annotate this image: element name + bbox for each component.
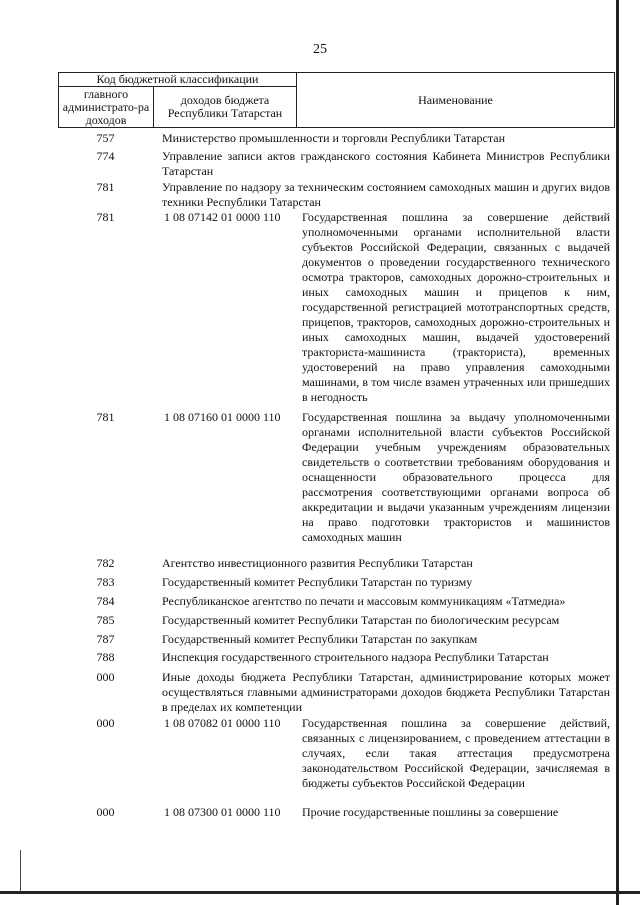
header-income: доходов бюджета Республики Татарстан	[154, 87, 297, 128]
header-chief-admin: главного администрато-ра доходов	[59, 87, 154, 128]
admin-code: 781	[96, 410, 115, 424]
admin-code: 781	[96, 210, 115, 224]
income-code: 1 08 07082 01 0000 110	[164, 716, 281, 730]
row-name: Прочие государственные пошлины за совершение	[302, 805, 559, 819]
scan-border-bottom	[0, 891, 640, 894]
row-name: Иные доходы бюджета Республики Татарстан, администрирование которых может осуществляться главными администраторами доходов бюджета Республики Татарстан в пределах их компетенции	[162, 670, 610, 714]
row-name: Государственная пошлина за выдачу уполномоченными органами исполнительной власти субъектов Российской Федерации учебным учреждениям образовательных свидетельств о соответствии требованиям оборудования и оснащенности образовательного процесса для рассмотрения соответствующими органами вопроса об аккредитации и выдачи указанным учреждениям лицензии на право подготовки трактористов и машинистов самоходных машин	[302, 410, 610, 544]
row-name: Управление записи актов гражданского состояния Кабинета Министров Республики Татарстан	[162, 149, 610, 178]
admin-code: 000	[96, 716, 115, 730]
admin-code: 000	[96, 670, 115, 684]
income-code: 1 08 07300 01 0000 110	[164, 805, 281, 819]
row-name: Государственный комитет Республики Татарстан по биологическим ресурсам	[162, 613, 560, 627]
row-name: Инспекция государственного строительного надзора Республики Татарстан	[162, 650, 549, 664]
row-name: Министерство промышленности и торговли Республики Татарстан	[162, 131, 506, 145]
admin-code: 781	[96, 180, 115, 194]
table-header	[58, 72, 615, 128]
scan-border-left	[20, 850, 21, 892]
scan-border-right	[616, 0, 619, 905]
income-code: 1 08 07160 01 0000 110	[164, 410, 281, 424]
admin-code: 787	[96, 632, 115, 646]
row-name: Управление по надзору за техническим состоянием самоходных машин и других видов техники Республики Татарстан	[162, 180, 610, 209]
admin-code: 785	[96, 613, 115, 627]
row-name: Государственный комитет Республики Татарстан по закупкам	[162, 632, 478, 646]
admin-code: 784	[96, 594, 115, 608]
row-name: Государственная пошлина за совершение действий, связанных с лицензированием, с проведением аттестации в случаях, если такая аттестация предусмотрена законодательством Российской Федерации, зачисляемая в бюджеты субъектов Российской Федерации	[302, 716, 610, 790]
admin-code: 783	[96, 575, 115, 589]
income-code: 1 08 07142 01 0000 110	[164, 210, 281, 224]
admin-code: 774	[96, 149, 115, 163]
admin-code: 757	[96, 131, 115, 145]
row-name: Государственная пошлина за совершение действий уполномоченными органами исполнительной власти субъектов Российской Федерации, связанных с выдачей документов о проведении государственного технического осмотра тракторов, самоходных дорожно-строительных и иных самоходных машин и прицепов к ним, государственной регистрацией мототранспортных средств, прицепов, тракторов, самоходных дорожно-строительных и иных самоходных машин, выдачей удостоверений тракториста-машиниста (тракториста), временных удостоверений на право управления самоходными машинами, в том числе взамен утраченных или пришедших в негодность	[302, 210, 610, 404]
admin-code: 782	[96, 556, 115, 570]
header-name: Наименование	[418, 93, 493, 107]
admin-code: 788	[96, 650, 115, 664]
row-name: Республиканское агентство по печати и массовым коммуникациям «Татмедиа»	[162, 594, 566, 608]
page-number: 25	[313, 42, 327, 57]
row-name: Государственный комитет Республики Татарстан по туризму	[162, 575, 473, 589]
row-name: Агентство инвестиционного развития Республики Татарстан	[162, 556, 473, 570]
header-budget-code: Код бюджетной классификации	[59, 73, 297, 87]
admin-code: 000	[96, 805, 115, 819]
